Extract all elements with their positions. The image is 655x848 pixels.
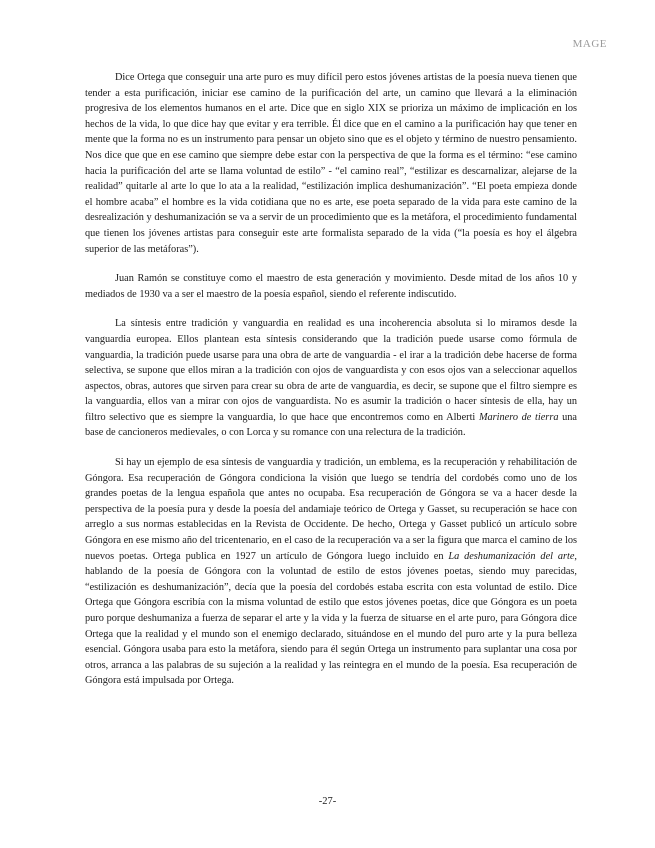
paragraph-tradition-avantgarde (85, 316, 577, 441)
paragraph-text: , hablando de la poesía de Góngora con la voluntad de estilo de estos jóvenes poetas, siendo muy parecidas, “estilización es deshumanización”, decía que la poesía del cordobés estaba escrita con esta voluntad de estilo. Dice Ortega que Góngora escribía con la misma voluntad de estilo que estos jóvenes poetas, dice que Góngora es un poeta puro porque deshumaniza a fuerza de separar el arte y la vida y la fuerza de situarse en el arte puro, para Góngora dice Ortega que la realidad y el mundo son el enemigo declarado, situándose en el mundo del puro arte y la pura belleza esencial. Góngora usaba para esto la metáfora, siendo para él según Ortega un instrumento para suplantar una cosa por otros, arranca a las palabras de su sujeción a la realidad y las reintegra en el mundo de la poesía. Esa recuperación de Góngora está impulsada por Ortega. (85, 550, 577, 687)
book-title-deshumanizacion-del-arte: La deshumanización del arte (448, 550, 575, 562)
paragraph-juan-ramon: Juan Ramón se constituye como el maestro de esta generación y movimiento. Desde mitad de los años 10 y mediados de 1930 va a ser el maestro de la poesía español, siendo el referente indiscutido. (85, 273, 577, 300)
paragraph-ortega-purification: Dice Ortega que conseguir una arte puro es muy difícil pero estos jóvenes artistas de la poesía nueva tienen que tender a esta purificación, iniciar ese camino de la purificación del arte, un camino que llevará a la eliminación progresiva de los elementos humanos en el arte. Dice que en siglo XIX se prioriza un máximo de implicación en los hechos de la vida, lo que dice hay que evitar y era terrible. Él dice que en el camino a la purificación hay que tener en mente que la forma no es un instrumento para pensar un objeto sino que es el objeto y término de nuestro pensamiento. Nos dice que que en ese camino que siempre debe estar con la perspectiva de que la forma es el término: “ese camino hacia la purificación del arte se llama voluntad de estilo” - “el camino real”, “estilizar es descarnalizar, alejarse de la realidad” quitarle al arte lo que lo ata a la realidad, “estilización implica deshumanización”. “El poeta empieza donde el hombre acaba” el hombre es la vida cotidiana que no es arte, ese poeta separado de la vida para este camino de la desrealización y deshumanización se va a servir de un procedimiento que es la metáfora, el procedimiento fundamental que tienen los jóvenes artistas para conseguir este arte formalista separado de la vida (“la poesía es hoy el álgebra superior de las metáforas”). (85, 72, 577, 255)
paragraph-text: La síntesis entre tradición y vanguardia en realidad es una incoherencia absoluta si lo miramos desde la vanguardia europea. Ellos plantean esta síntesis considerando que la tradición puede usarse como fórmula de vanguardia, la tradición puede usarse para una obra de arte de vanguardia - el irar a la tradición debe hacerse de forma selectiva, se supone que ellos miran a la tradición con ojos de vanguardista y con esos ojos van a seleccionar aquellos aspectos, obras, autores que sirven para crear su obra de arte de vanguardia, es decir, se supone que el filtro siempre es la vanguardia, ellos van a mirar con ojos de vanguardista. No es asumir la tradición o hacer síntesis de ella, hay un filtro selectivo que es siempre la vanguardia, lo que hace que encontremos como en Alberti (85, 318, 577, 423)
body-text (85, 70, 577, 703)
paragraph-text: una base de cancioneros medievales, o con Lorca y su romance con una relectura de la tradición. (85, 411, 577, 439)
page-number: -27- (318, 796, 337, 807)
book-title-marinero-de-tierra: Marinero de tierra (478, 411, 559, 423)
running-header: MAGE (572, 38, 607, 50)
paragraph-gongora-recovery (85, 455, 577, 689)
paragraph-text: Si hay un ejemplo de esa síntesis de vanguardia y tradición, un emblema, es la recuperación y rehabilitación de Góngora. Esa recuperación de Góngora condiciona la visión que luego se tendría del cordobés como uno de los grandes poetas de la lengua española que antes no ocupaba. Esa recuperación de Góngora se va a hacer desde la perspectiva de la poesía pura y desde la poesía del andamiaje teórico de Ortega y Gasset, su recuperación se hace con arreglo a sus normas establecidas en la Revista de Occidente. De hecho, Ortega y Gasset publicó un artículo sobre Góngora en ese mismo año del tricentenario, en el caso de la recuperación va a ser la figura que marca el camino de los nuevos poetas. Ortega publica en 1927 un artículo de Góngora luego incluido en (85, 457, 577, 562)
